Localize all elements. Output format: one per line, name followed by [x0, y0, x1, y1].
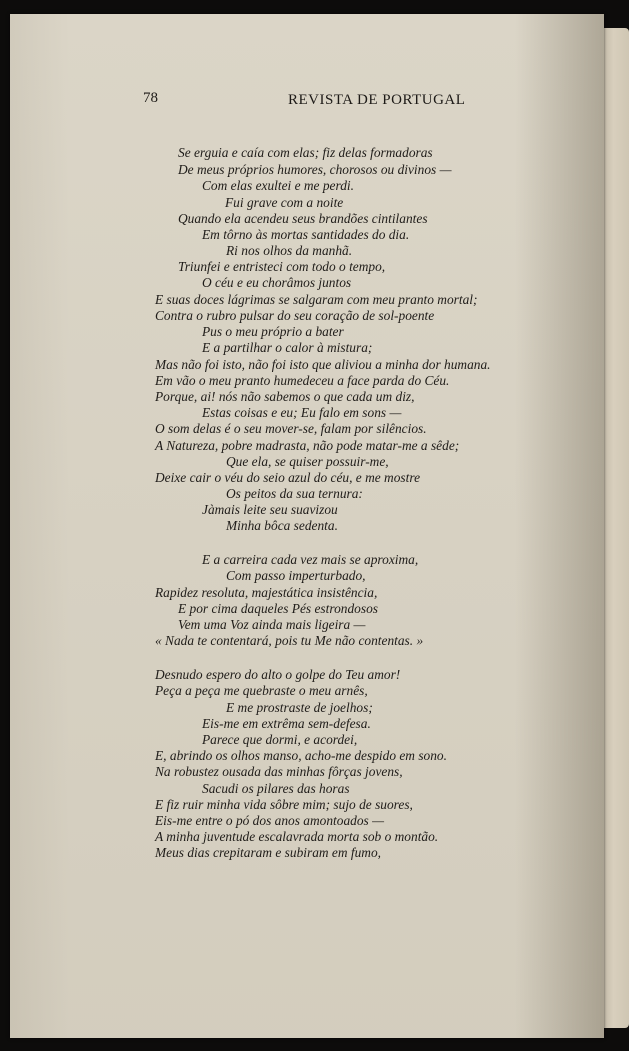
poem-line: Rapidez resoluta, majestática insistência, — [155, 585, 378, 600]
poem-line: Sacudi os pilares das horas — [202, 781, 350, 796]
poem-line: Triunfei e entristeci com todo o tempo, — [178, 259, 386, 274]
poem-line: « Nada te contentará, pois tu Me não contentas. » — [155, 633, 424, 648]
poem-line: O céu e eu chorâmos juntos — [202, 275, 352, 290]
poem-line: Em vão o meu pranto humedeceu a face parda do Céu. — [155, 373, 450, 388]
poem-line: Eis-me entre o pó dos anos amontoados — — [155, 813, 384, 828]
poem-line: Mas não foi isto, não foi isto que aliviou a minha dor humana. — [155, 357, 491, 372]
poem-line: Na robustez ousada das minhas fôrças jovens, — [155, 764, 403, 779]
poem-line: O som delas é o seu mover-se, falam por silêncios. — [155, 421, 427, 436]
poem-line: E a carreira cada vez mais se aproxima, — [202, 552, 419, 567]
poem-line: A minha juventude escalavrada morta sob o montão. — [155, 829, 439, 844]
poem-line: Quando ela acendeu seus brandões cintilantes — [178, 211, 428, 226]
poem-line: E suas doces lágrimas se salgaram com meu pranto mortal; — [155, 292, 478, 307]
running-title: REVISTA DE PORTUGAL — [288, 92, 466, 108]
poem-line: Que ela, se quiser possuir-me, — [226, 454, 389, 469]
poem-line: Porque, ai! nós não sabemos o que cada um diz, — [155, 389, 415, 404]
poem-line: Parece que dormi, e acordei, — [202, 732, 358, 747]
poem-line: Os peitos da sua ternura: — [226, 486, 363, 501]
poem-line: Contra o rubro pulsar do seu coração de sol-poente — [155, 308, 435, 323]
poem-line: Meus dias crepitaram e subiram em fumo, — [155, 845, 382, 860]
poem-line: Ri nos olhos da manhã. — [226, 243, 353, 258]
poem-line: Jàmais leite seu suavizou — [202, 502, 338, 517]
poem-line: E, abrindo os olhos manso, acho-me despido em sono. — [155, 748, 447, 763]
poem-line: Se erguia e caía com elas; fiz delas formadoras — [178, 145, 433, 160]
poem-line: E me prostraste de joelhos; — [226, 700, 373, 715]
poem-line: Estas coisas e eu; Eu falo em sons — — [202, 405, 402, 420]
poem-line: Com passo imperturbado, — [226, 568, 366, 583]
poem-line: E por cima daqueles Pés estrondosos — [178, 601, 378, 616]
poem-line: Em tôrno às mortas santidades do dia. — [202, 227, 410, 242]
poem-line: Deixe cair o véu do seio azul do céu, e me mostre — [155, 470, 421, 485]
poem-line: Fui grave com a noite — [225, 195, 344, 210]
poem-line: De meus próprios humores, chorosos ou divinos — — [178, 162, 452, 177]
poem-line: Peça a peça me quebraste o meu arnês, — [155, 683, 368, 698]
poem-line: E a partilhar o calor à mistura; — [202, 340, 373, 355]
page-number: 78 — [143, 90, 158, 106]
poem-line: Pus o meu próprio a bater — [202, 324, 344, 339]
poem-line: Eis-me em extrêma sem-defesa. — [202, 716, 371, 731]
poem-line: Vem uma Voz ainda mais ligeira — — [178, 617, 366, 632]
poem-line: Minha bôca sedenta. — [226, 518, 338, 533]
poem-line: E fiz ruir minha vida sôbre mim; sujo de suores, — [155, 797, 413, 812]
poem-line: Com elas exultei e me perdi. — [202, 178, 354, 193]
poem-line: Desnudo espero do alto o golpe do Teu amor! — [155, 667, 401, 682]
poem-line: A Natureza, pobre madrasta, não pode matar-me a sêde; — [155, 438, 460, 453]
